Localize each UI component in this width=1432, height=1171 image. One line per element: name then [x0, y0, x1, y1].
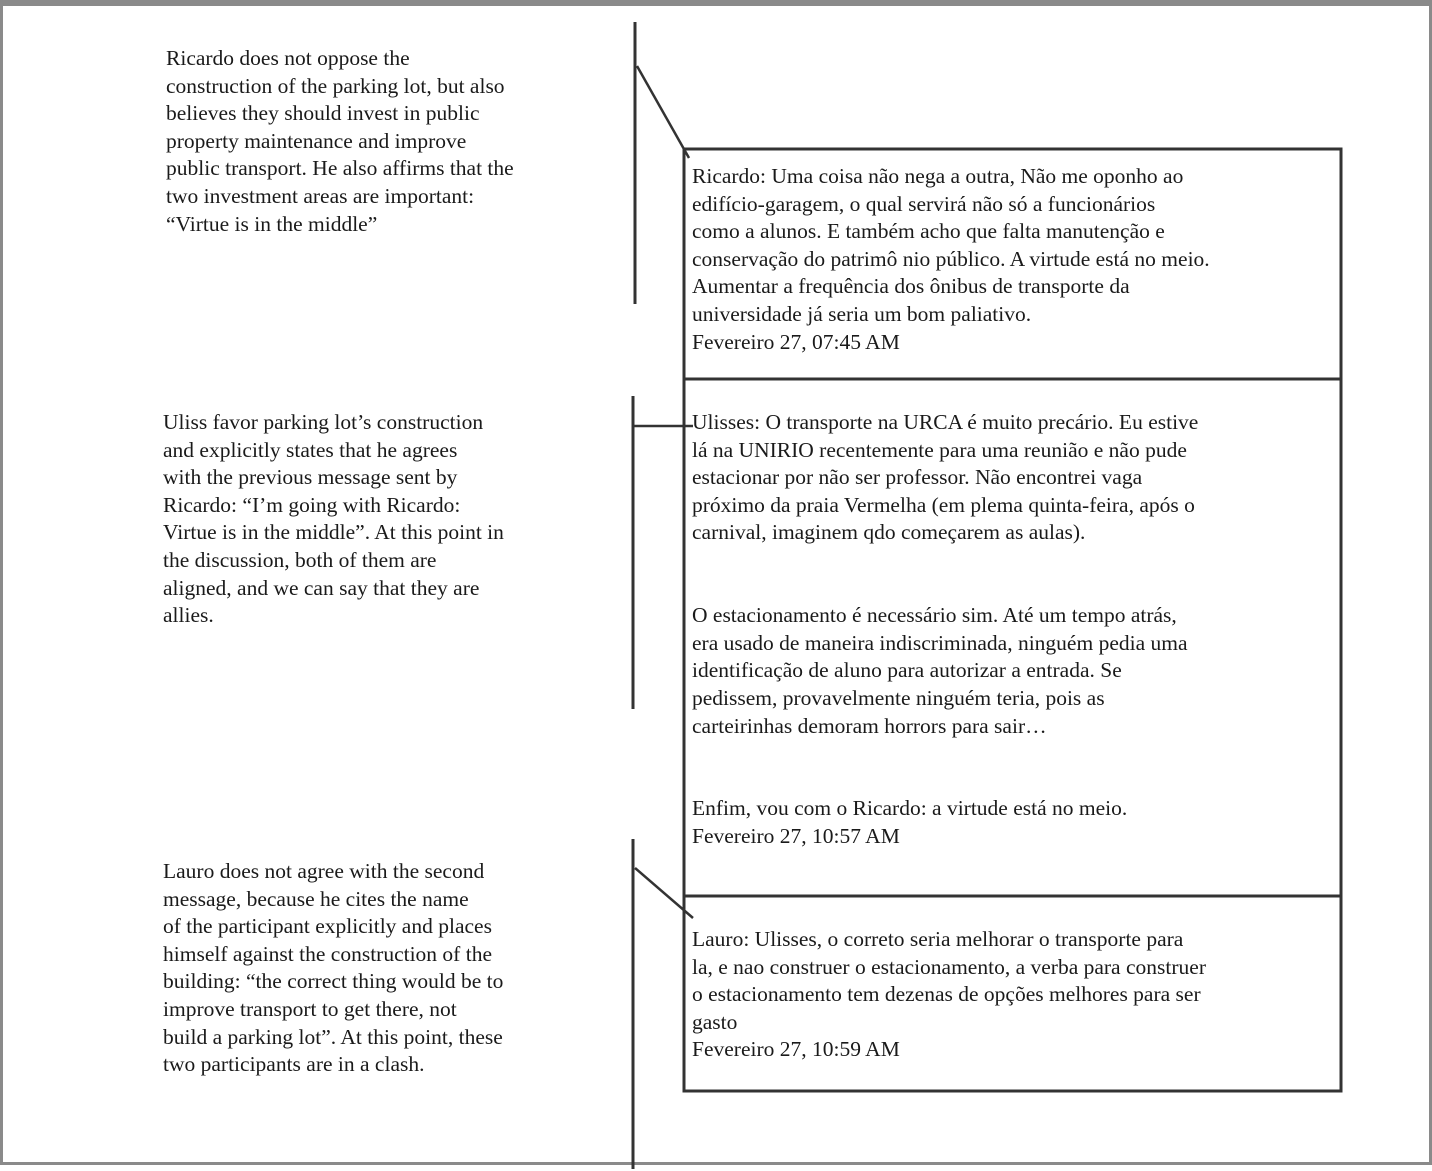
message-line: edifício-garagem, o qual servirá não só a funcionários	[692, 191, 1156, 216]
annotation-line: allies.	[163, 603, 214, 628]
annotation-line: and explicitly states that he agrees	[163, 437, 458, 462]
annotation-line: the discussion, both of them are	[163, 547, 437, 572]
message-line: era usado de maneira indiscriminada, ninguém pedia uma	[692, 630, 1188, 655]
annotation-line: Lauro does not agree with the second	[163, 859, 485, 883]
message-line	[692, 547, 1198, 575]
annotation-line: construction of the parking lot, but also	[166, 73, 505, 98]
annotation-line: “Virtue is in the middle”	[166, 211, 378, 236]
message-line: Lauro: Ulisses, o correto seria melhorar o transporte para	[692, 927, 1184, 951]
message-line: próximo da praia Vermelha (em plema quinta-feira, após o	[692, 492, 1195, 517]
annotation-line: himself against the construction of the	[163, 941, 492, 966]
annotation-line: Ricardo: “I’m going with Ricardo:	[163, 492, 461, 517]
annotation-line: Virtue is in the middle”. At this point in	[163, 520, 504, 545]
message-ricardo	[692, 163, 1210, 356]
annotation-line: build a parking lot”. At this point, these	[163, 1024, 503, 1049]
message-line: Ricardo: Uma coisa não nega a outra, Não me oponho ao	[692, 164, 1184, 188]
message-line: como a alunos. E também acho que falta manutenção e	[692, 219, 1165, 244]
annotation-ulisses	[163, 409, 504, 630]
annotation-line: Uliss favor parking lot’s construction	[163, 410, 484, 434]
message-ulisses	[692, 409, 1198, 851]
annotation-line: message, because he cites the name	[163, 886, 469, 911]
message-line: pedissem, provavelmente ninguém teria, pois as	[692, 685, 1105, 710]
message-line: gasto	[692, 1009, 738, 1034]
message-line: estacionar por não ser professor. Não encontrei vaga	[692, 465, 1143, 490]
message-timestamp: Fevereiro 27, 07:45 AM	[692, 329, 900, 354]
annotation-line: improve transport to get there, not	[163, 996, 457, 1021]
message-line: Aumentar a frequência dos ônibus de transporte da	[692, 274, 1130, 299]
message-timestamp: Fevereiro 27, 10:59 AM	[692, 1037, 900, 1062]
message-timestamp: Fevereiro 27, 10:57 AM	[692, 823, 900, 848]
annotation-lauro	[163, 858, 503, 1079]
annotation-line: public transport. He also affirms that the	[166, 156, 514, 181]
bracket-1-connector	[637, 66, 689, 158]
message-line	[692, 768, 1198, 796]
message-line: o estacionamento tem dezenas de opções melhores para ser	[692, 982, 1201, 1007]
message-line: identificação de aluno para autorizar a entrada. Se	[692, 658, 1122, 683]
message-line: Ulisses: O transporte na URCA é muito precário. Eu estive	[692, 410, 1199, 434]
message-line	[692, 575, 1198, 603]
message-lauro	[692, 926, 1206, 1064]
annotation-line: two investment areas are important:	[166, 183, 475, 208]
message-line: universidade já seria um bom paliativo.	[692, 301, 1032, 326]
message-line: la, e nao construer o estacionamento, a verba para construer	[692, 954, 1206, 979]
annotation-line: aligned, and we can say that they are	[163, 575, 480, 600]
annotation-line: property maintenance and improve	[166, 128, 467, 153]
message-line: O estacionamento é necessário sim. Até um tempo atrás,	[692, 603, 1177, 628]
message-line: Enfim, vou com o Ricardo: a virtude está no meio.	[692, 796, 1128, 821]
annotation-line: of the participant explicitly and places	[163, 914, 492, 939]
annotation-ricardo	[166, 45, 514, 238]
message-line: conservação do patrimô nio público. A virtude está no meio.	[692, 246, 1210, 271]
message-line: lá na UNIRIO recentemente para uma reunião e não pude	[692, 437, 1187, 462]
annotation-line: believes they should invest in public	[166, 101, 480, 126]
annotation-line: Ricardo does not oppose the	[166, 46, 410, 70]
message-line	[692, 740, 1198, 768]
annotation-line: two participants are in a clash.	[163, 1052, 425, 1077]
message-line: carnival, imaginem qdo começarem as aulas).	[692, 520, 1086, 545]
message-line: carteirinhas demoram horrors para sair…	[692, 713, 1047, 738]
annotation-line: building: “the correct thing would be to	[163, 969, 504, 994]
annotation-line: with the previous message sent by	[163, 465, 458, 490]
